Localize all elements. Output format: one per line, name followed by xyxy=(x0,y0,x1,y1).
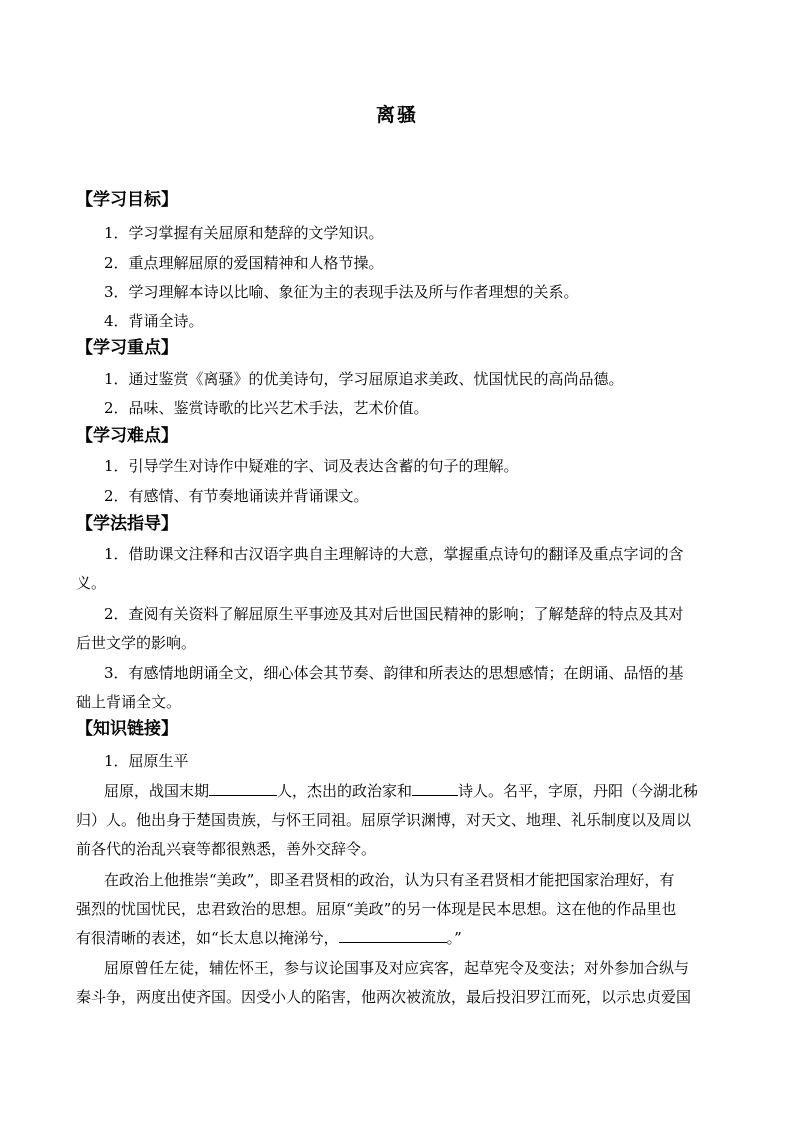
knowledge-line-8: 秦斗争，两度出使齐国。因受小人的陷害，他两次被流放，最后投汨罗江而死，以示忠贞爱国 xyxy=(76,988,692,1006)
knowledge-line-5: 强烈的忧国忧民，忠君致治的思想。屈原“美政”的另一体现是民本思想。这在他的作品里也 xyxy=(76,900,677,918)
knowledge-line-6-part-b: 。” xyxy=(446,929,462,947)
goal-item-1: 1．学习掌握有关屈原和楚辞的文学知识。 xyxy=(104,224,384,242)
section-heading-knowledge: 【知识链接】 xyxy=(76,719,178,739)
focus-item-1: 1．通过鉴赏《离骚》的优美诗句，学习屈原追求美政、忧国忧民的高尚品德。 xyxy=(104,370,624,388)
method-paragraph-2-cont: 后世文学的影响。 xyxy=(76,634,197,652)
knowledge-line-1 xyxy=(104,780,698,802)
fill-blank-poet-type[interactable] xyxy=(412,781,458,796)
method-paragraph-3: 3．有感情地朗诵全文，细心体会其节奏、韵律和所表达的思想感情；在朗诵、品悟的基 xyxy=(104,664,684,682)
goal-item-3: 3．学习理解本诗以比喻、象征为主的表现手法及所与作者理想的关系。 xyxy=(104,283,579,301)
focus-item-2: 2．品味、鉴赏诗歌的比兴艺术手法，艺术价值。 xyxy=(104,399,429,417)
knowledge-line-1-part-a: 屈原，战国末期 xyxy=(104,782,210,800)
knowledge-line-1-part-b: 人，杰出的政治家和 xyxy=(277,782,413,800)
knowledge-line-6-part-a: 有很清晰的表述，如“长太息以掩涕兮， xyxy=(76,929,339,947)
method-paragraph-1-cont: 义。 xyxy=(76,574,107,592)
fill-blank-poem-line[interactable] xyxy=(339,928,447,943)
section-heading-goals: 【学习目标】 xyxy=(76,190,178,210)
knowledge-subheading: 1．屈原生平 xyxy=(104,752,189,770)
fill-blank-nationality[interactable] xyxy=(209,781,277,796)
section-heading-focus: 【学习重点】 xyxy=(76,338,178,358)
knowledge-line-1-part-c: 诗人。名平，字原，丹阳（今湖北秭 xyxy=(458,782,699,800)
page-title: 离骚 xyxy=(375,104,418,126)
difficulty-item-1: 1．引导学生对诗作中疑难的字、词及表达含蓄的句子的理解。 xyxy=(104,457,519,475)
section-heading-difficulty: 【学习难点】 xyxy=(76,426,178,446)
goal-item-2: 2．重点理解屈原的爱国精神和人格节操。 xyxy=(104,254,384,272)
method-paragraph-3-cont: 础上背诵全文。 xyxy=(76,693,182,711)
knowledge-line-2: 归）人。他出身于楚国贵族，与怀王同祖。屈原学识渊博，对天文、地理、礼乐制度以及周以 xyxy=(76,811,692,829)
knowledge-line-3: 前各代的治乱兴衰等都很熟悉，善外交辞令。 xyxy=(76,840,377,858)
knowledge-line-7: 屈原曾任左徒，辅佐怀王，参与议论国事及对应宾客，起草宪令及变法；对外参加合纵与 xyxy=(104,959,690,977)
goal-item-4: 4．背诵全诗。 xyxy=(104,312,204,330)
method-paragraph-1: 1．借助课文注释和古汉语字典自主理解诗的大意，掌握重点诗句的翻译及重点字词的含 xyxy=(104,545,684,563)
section-heading-method: 【学法指导】 xyxy=(76,514,178,534)
method-paragraph-2: 2．查阅有关资料了解屈原生平事迹及其对后世国民精神的影响；了解楚辞的特点及其对 xyxy=(104,605,684,623)
difficulty-item-2: 2．有感情、有节奏地诵读并背诵课文。 xyxy=(104,487,369,505)
knowledge-line-4: 在政治上他推崇“美政”，即圣君贤相的政治，认为只有圣君贤相才能把国家治理好，有 xyxy=(104,871,675,889)
knowledge-line-6 xyxy=(76,927,462,949)
